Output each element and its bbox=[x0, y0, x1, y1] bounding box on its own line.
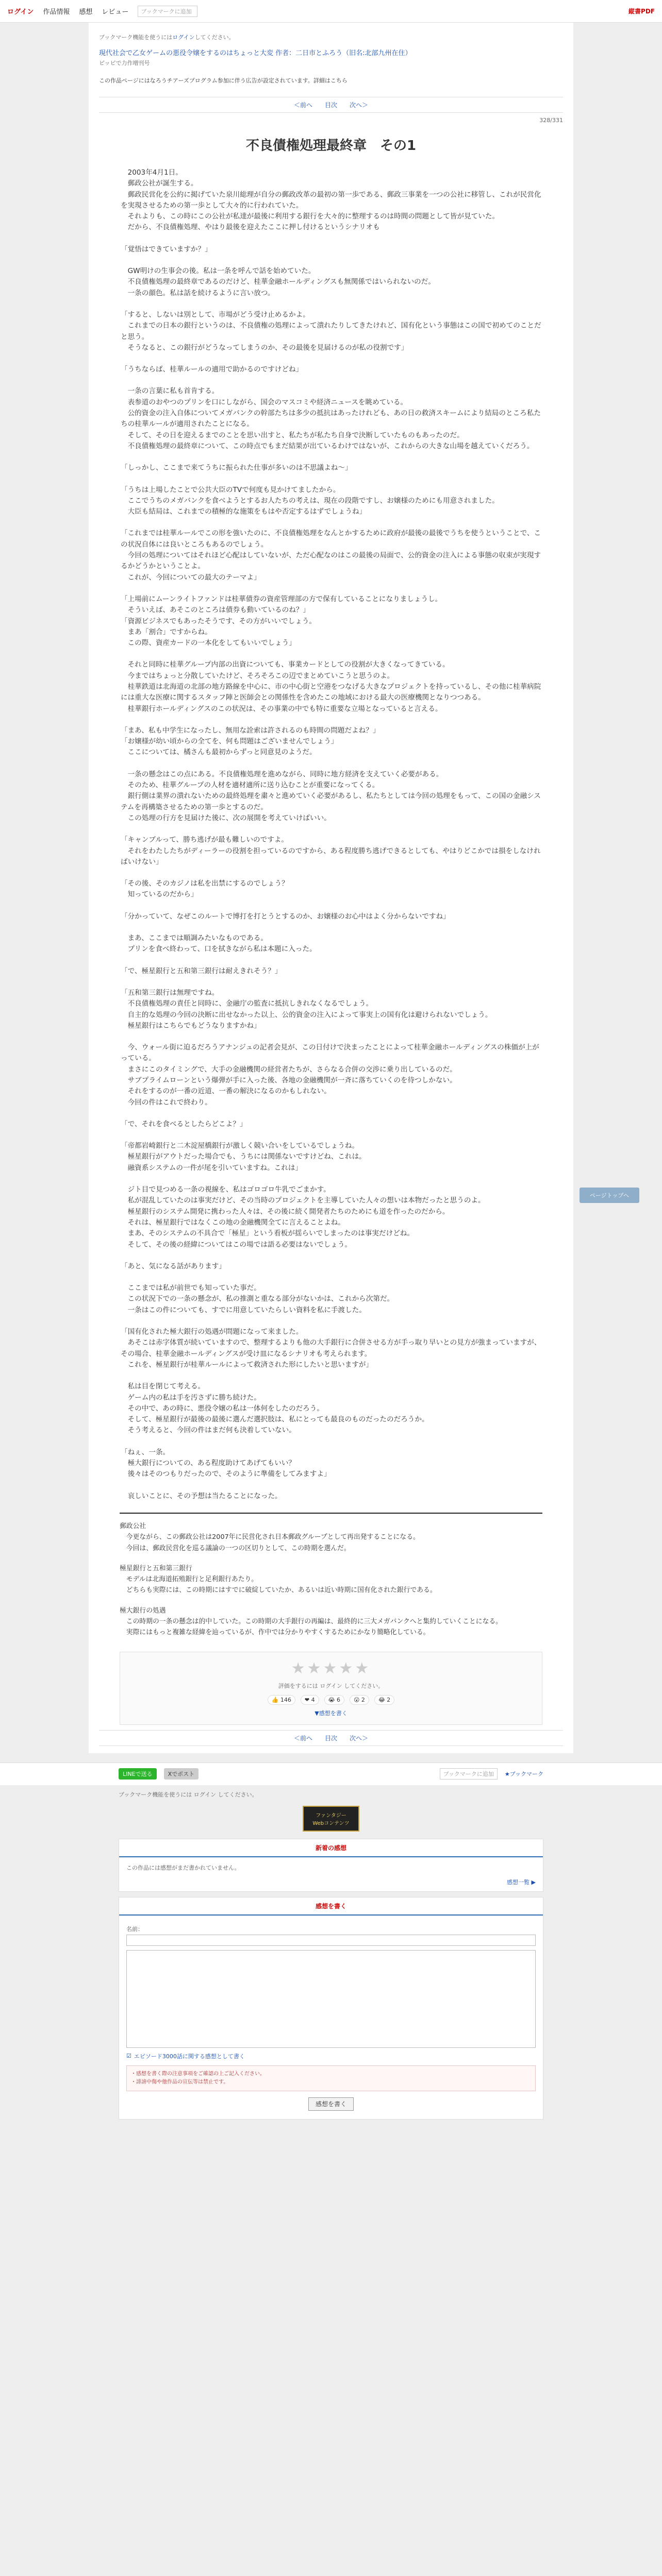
body-paragraph: 「帝都岩崎銀行と二木淀屋橋銀行が激しく競い合いをしているでしょうね。 極星銀行がアウトだった場合でも、うちには関係ないですけどね、これは。 融資系システムの一件が尾を引いていますね。これは」 bbox=[121, 1142, 366, 1172]
body-paragraph: 「しっかし、ここまで来てうちに振られた仕事が多いのは不思議よね～」 bbox=[121, 464, 352, 472]
body-paragraph: 「まあ、私も中学生になったし、無用な詮索は許されるのも時間の問題だよね？」 「お嬢様が幼い頃からの全てを、何も問題はございませんでしょう」 ここについては、橘さんも最初からずっと同意見のようだ。 bbox=[121, 726, 380, 757]
line-share-button[interactable]: LINEで送る bbox=[119, 1768, 157, 1780]
notice-login-link[interactable]: ログイン bbox=[172, 34, 195, 41]
body-paragraph: 「その後、そのカジノは私を出禁にするのでしょう？ 知っているのだから」 bbox=[121, 879, 289, 899]
next-button[interactable]: 次へ＞ bbox=[350, 101, 369, 109]
impression-notes: ・感想を書く際の注意事項をご確認の上ご記入ください。 ・誹謗中傷や他作品の宣伝等は禁止です。 bbox=[126, 2065, 536, 2091]
body-paragraph: 「うちならば、桂華ルールの適用で助かるのですけどね」 bbox=[121, 365, 303, 374]
series-label: ピッピで力作増刊号 bbox=[99, 60, 150, 66]
ad-notice[interactable]: この作品ページにはなろうチアーズプログラム参加に伴う広告が設定されています。詳細はこちら bbox=[99, 77, 347, 84]
banner-line2: Webコンテンツ bbox=[312, 1820, 350, 1826]
reaction-button[interactable]: 😮 2 bbox=[350, 1695, 369, 1705]
login-link[interactable]: ログイン bbox=[7, 8, 34, 16]
write-impression-title: 感想を書く bbox=[119, 1897, 543, 1916]
novel-title-link[interactable]: 現代社会で乙女ゲームの悪役令嬢をするのはちょっと大変 bbox=[99, 49, 274, 57]
reaction-button[interactable]: 😂 2 bbox=[374, 1695, 394, 1705]
checkbox-label: エピソード3000話に関する感想として書く bbox=[134, 2053, 245, 2060]
next-button-bottom[interactable]: 次へ＞ bbox=[350, 1734, 369, 1742]
body-paragraph: 「上場前にムーンライトファンドは桂華債券の資産管理部の方で保有していることになりましょうし。 そういえば、あそこのところは債券も動いているのね？」 「資源ビジネスでもあったそうです、その方がいいでしょう。 まあ「割合」ですからね。 この際、資産カードの一本化をしてもいいでしょう」 bbox=[121, 595, 442, 648]
postscript-divider bbox=[120, 1513, 542, 1514]
footer-bookmark-notice: ブックマーク機能を使うには ログイン してください。 bbox=[119, 1791, 258, 1798]
body-paragraph: 「国有化された極大銀行の処遇が問題になって来ました。 あそこは赤字体質が続いていますので、整理するよりも他の大手銀行に合併させる方が手っ取り早いとの見方が強まっていますが、その場合、桂華金融ホールディングスが受け皿になるシナリオも考えられます。 これを、極星銀行が桂華ルールによって救済された形にしたいと思いますが」 bbox=[121, 1328, 541, 1369]
body-paragraph: 「ねぇ、一条。 極大銀行についての、ある程度助けてあげてもいい？ 後々はそのつもりだったので、そのように準備をしてみますよ」 bbox=[121, 1448, 331, 1479]
write-impression-box bbox=[119, 1897, 543, 2120]
body-paragraph: 「覚悟はできていますか？」 bbox=[121, 245, 212, 253]
body-paragraph: 「キャンブルって、勝ち逃げが最も難しいのですよ。 それをわたしたちがディーラーの役割を担っているのですから、ある程度勝ち逃げできるとしても、やはりどこかでは損をしなければいけない」 bbox=[121, 836, 541, 866]
impressions-list-link[interactable]: 感想一覧 ▶ bbox=[507, 1878, 536, 1886]
reaction-button[interactable]: ❤ 4 bbox=[301, 1695, 319, 1705]
bookmark-notice bbox=[99, 33, 563, 41]
body-paragraph: ここまでは私が前世でも知っていた事だ。 この状況下での一条の懸念が、私の推測と重なる部分がないかは、これから次第だ。 一条はこの件についても、すでに用意していたらしい資料を私に手渡した。 bbox=[127, 1284, 394, 1314]
body-paragraph: 「分かっていて、なぜこのルートで博打を打とうとするのか、お嬢様のお心中はよく分からないですね」 bbox=[121, 912, 450, 921]
top-navigation-bar bbox=[0, 0, 662, 23]
share-bar bbox=[0, 1762, 662, 1785]
body-paragraph: 「で、極星銀行と五和第三銀行は耐えきれそう？」 bbox=[121, 967, 282, 975]
body-paragraph: 「これまでは桂華ルールでこの形を強いたのに、不良債権処理をなんとかするために政府が最後の最後でうちを使うということで、この状況自体には良いところもあるのでしょう。 今回の処理についてはそれほど心配はしていないが、ただ心配なのはこの最後の局面で、公的資金の注入による事態の収束が実現するかどうかということよ。 これが、今回についての最大のテーマよ」 bbox=[121, 529, 541, 582]
vertical-pdf-link[interactable]: 縦書PDF bbox=[628, 8, 655, 15]
body-paragraph: 「うちは上場したことで公共大臣のTVで何度も見かけてましたから。 ここでうちのメガバンクを食べようとするお人たちの考えは、現在の段階ですし、お嬢様のためにも用意されました。 大臣も結局は、これまでの積極的な施策をもはや否定するはずでしょうね」 bbox=[121, 485, 499, 516]
novel-title-line bbox=[99, 47, 563, 57]
name-input[interactable] bbox=[126, 1935, 536, 1946]
banner-line1: ファンタジー bbox=[316, 1812, 346, 1819]
latest-impressions-title: 新着の感想 bbox=[119, 1839, 543, 1857]
novel-page bbox=[89, 23, 573, 1753]
chapter-title: 不良債権処理最終章 その1 bbox=[245, 138, 417, 154]
body-paragraph: まあ、ここまでは順調みたいなものである。 プリンを食べ終わって、口を拭きながら私は本題に入った。 bbox=[127, 934, 317, 954]
ad-banner[interactable] bbox=[303, 1806, 359, 1832]
notice-suffix: してください。 bbox=[194, 34, 235, 41]
bookmark-add-box[interactable]: ブックマークに追加 bbox=[138, 6, 197, 17]
chapter-body bbox=[89, 167, 573, 1502]
index-button-bottom[interactable]: 目次 bbox=[324, 1734, 337, 1742]
index-button[interactable]: 目次 bbox=[324, 101, 337, 109]
nav-reviews[interactable]: レビュー bbox=[102, 8, 129, 16]
rating-box bbox=[120, 1652, 542, 1725]
author-label[interactable]: 作者：二日市とふろう（旧名:北部九州在住） bbox=[275, 49, 412, 57]
bookmark-add-button[interactable]: ブックマークに追加 bbox=[440, 1768, 498, 1780]
reaction-button[interactable]: 😭 6 bbox=[324, 1695, 344, 1705]
reaction-buttons bbox=[127, 1695, 535, 1705]
x-share-button[interactable]: Xでポスト bbox=[164, 1768, 199, 1780]
write-impression-link[interactable]: ▼感想を書く bbox=[315, 1709, 347, 1717]
reaction-button[interactable]: 👍 146 bbox=[268, 1695, 295, 1705]
body-paragraph: ジト目で見つめる一条の視線を、私はゴロゴロ牛乳でごまかす。 私が混乱していたのは事実だけど、その当時のプロジェクトを主導していた人々の想いは本物だったと思うのよ。 極星銀行のシステム開発に携わった人々は、その後に続く開発者たちのためにも道を作ったのだから。 それは、極星銀行ではなくこの地の金融機関全てに言えることよね。 まあ、そのシステムの不具合で「極星」という看板が揺らいでしまったのは事実だけどね。 そして、その後の経緯についてはこの場では語る必要はないでしょう。 bbox=[127, 1185, 485, 1249]
postscript-paragraph: 極大銀行の処遇 この時期の一条の懸念は的中していた。この時期の大手銀行の再編は、最終的に三大メガバンクへと集約していくことになる。 実際にはもっと複雑な経緯を辿っているが、作中では分かりやすくするためにかなり簡略化している。 bbox=[120, 1606, 502, 1637]
body-paragraph: 私は目を閉じて考える。 ゲーム内の私は手を汚さずに勝ち続けた。 その中で、あの時に、悪役令嬢の私は一体何をしたのだろう。 そして、極星銀行が最後の最後に選んだ選択肢は、私にとっても最良のものだったのだろうか。 そう考えると、今回の件はまだ何も決着していない。 bbox=[127, 1382, 429, 1435]
nav-impressions[interactable]: 感想 bbox=[79, 8, 93, 16]
body-paragraph: 哀しいことに、その予想は当たることになった。 bbox=[121, 1492, 282, 1500]
impression-textarea[interactable] bbox=[126, 1950, 536, 2048]
bottom-pager bbox=[99, 1730, 563, 1746]
body-paragraph: 一条の懸念はこの点にある。不良債権処理を進めながら、同時に地方経済を支えていく必要がある。 そのため、桂華グループの人材を適材適所に送り込むことが重要になってくる。 銀行側は業界の潰れないための最終処理を粛々と進めていく必要があるし、私たちとしては今回の処理をもって、この国の金融システムを再構築させるための第一歩とするのだ。 この処理の行方を見届けた後に、次の展開を考えていけばいい。 bbox=[121, 770, 541, 822]
body-paragraph: 「すると、しないは別として、市場がどう受け止めるかよ。 これまでの日本の銀行というのは、不良債権の処理によって潰れたりしてきたけれど、国有化という事態はこの国で初めてのことだと思う。 そうなると、この銀行がどうなってしまうのか、その最後を見届けるのが私の役割です」 bbox=[121, 310, 541, 352]
body-paragraph: 「で、それを食べるとしたらどこよ？」 bbox=[121, 1120, 247, 1128]
body-paragraph: 「五和第三銀行は無理ですね。 不良債権処理の責任と同時に、金融庁の監査に抵抗しきれなくなるでしょう。 自主的な処理の今回の決断に出せなかった以上、公的資金の注入によって事実上の国有化は避けられないでしょう。 極星銀行はこちらでもどうなりますかね」 bbox=[121, 988, 492, 1030]
postscript-paragraph: 郵政公社 今更ながら、この郵政公社は2007年に民営化され日本郵政グループとして再出発することになる。 今回は、郵政民営化を巡る議論の一つの区切りとして、この時期を選んだ。 bbox=[120, 1522, 420, 1552]
name-label: 名前： bbox=[126, 1925, 143, 1933]
page-top-button[interactable]: ページトップへ bbox=[580, 1188, 639, 1203]
body-paragraph: 「あと、気になる話があります」 bbox=[121, 1262, 226, 1270]
prev-button[interactable]: ＜前へ bbox=[293, 101, 312, 109]
latest-impressions-body: この作品には感想がまだ書かれていません。 bbox=[126, 1864, 240, 1871]
nav-work-info[interactable]: 作品情報 bbox=[43, 8, 70, 16]
body-paragraph: GW明けの生事会の後。私は一条を呼んで話を始めていた。 不良債権処理の最終章であるのだけど、桂華金融ホールディングスも無関係ではいられないのだ。 一条の顔色。私は話を続けるように言い放つ。 bbox=[127, 267, 435, 297]
rating-note: 評価をするには ログイン してください。 bbox=[278, 1682, 384, 1689]
notice-prefix: ブックマーク機能を使うには bbox=[99, 34, 173, 41]
submit-impression-button[interactable]: 感想を書く bbox=[308, 2097, 354, 2111]
write-impression-form bbox=[119, 1916, 543, 2119]
body-paragraph: 一条の言葉に私も首肯する。 表参道のおやつのプリンを口にしながら、国会のマスコミや経済ニュースを眺めている。 公的資金の注入自体についてメガバンクの幹部たちは多少の抵抗はあったけれども、あの日の救済スキームにより結局のところ私たちの桂華ルールが適用されたことになる。 そして、その日を迎えるまでのことを思い出すと、私たちが私たち自身で決断していたものもあったのだ。 不良債権処理の最終章について、この時点でもまだ結果が出ているわけではないが、これからの大きな山場を越えていくだろう。 bbox=[121, 387, 541, 450]
body-paragraph: 今、ウォール街に迫るだろうアナンジュの記者会見が、この日付けで決まったことによって桂華金融ホールディングスの株価が上がっている。 まさにこのタイミングで、大手の金融機関の経営者たちが、さらなる合併の交渉に乗り出しているのだ。 サブプライムローンという爆弾が手に入った後、各地の金融機関が一斉に落ちていくのを待つしかない。 それをするのが一番の近道、一番の解決になるのかもしれない。 今回の件はこれで終わり。 bbox=[121, 1043, 539, 1107]
rating-stars[interactable]: ★★★★★ bbox=[291, 1659, 371, 1677]
postscript bbox=[89, 1521, 573, 1638]
body-paragraph: 2003年4月1日。 郵政公社が誕生する。 郵政民営化を公約に掲げていた泉川総理が自分の郵政改革の最初の第一歩である、郵政三事業を一つの公社に移管し、これが民営化を実現させるための第一歩として大々的に行われていた。 それよりも、この時にこの公社が私達が最後に利用する銀行を大々的に整理するのは時間の問題として皆が見ていた。 だから、不良債権処理、やはり最後を迎えたここに押し付けるというシナリオも bbox=[121, 168, 541, 232]
episode-checkbox-row[interactable] bbox=[126, 2052, 536, 2060]
chapter-number: 328/331 bbox=[539, 117, 563, 124]
top-pager bbox=[99, 97, 563, 113]
postscript-paragraph: 極星銀行と五和第三銀行 モデルは北海道拓殖銀行と足利銀行あたり。 どちらも実際には、この時期にはすでに破綻していたか、あるいは近い時期に国有化された銀行である。 bbox=[120, 1564, 437, 1595]
checkbox-icon[interactable]: ☑ bbox=[126, 2053, 131, 2060]
pager-spacer bbox=[89, 1746, 573, 1753]
bookmark-link[interactable]: ★ブックマーク bbox=[504, 1771, 543, 1778]
prev-button-bottom[interactable]: ＜前へ bbox=[293, 1734, 312, 1742]
novel-header bbox=[89, 23, 573, 97]
latest-impressions-box bbox=[119, 1839, 543, 1892]
body-paragraph: それと同時に桂華グループ内部の出資についても、事業カードとしての役割が大きくなってきている。 今まではちょっと分散していたけど、そろそろこの辺でまとめていこうと思うのよ。 桂華鉄道は北海道の北部の地方路線を中心に、市の中心街と空港をつなげる大きなプロジェクトを持っているし、その他に桂華病院には重大な医療に関するスタッフ陣と医師会との関係性を含めたこの地域における最大の医療機関となりつつある。 桂華銀行ホールディングスのこの状況は、その事業の中でも特に重要な立場となっていると言える。 bbox=[121, 660, 541, 713]
